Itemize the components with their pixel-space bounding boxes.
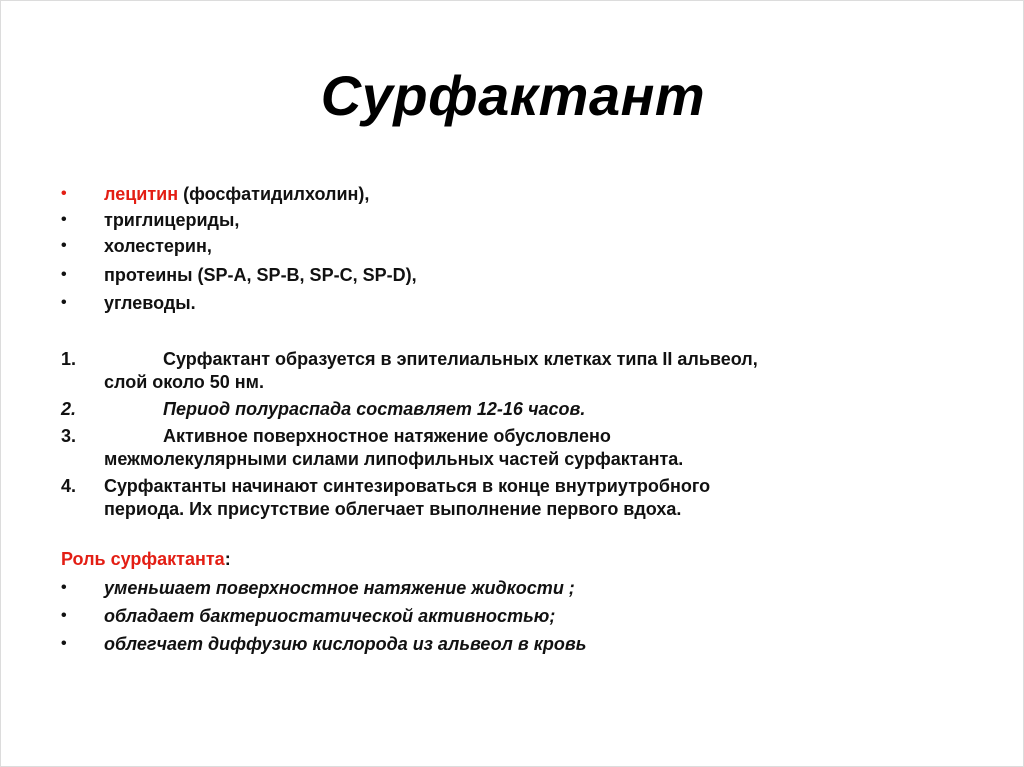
fact-line: Сурфактанты начинают синтезироваться в конце внутриутробного [104,476,711,496]
list-item: протеины (SP-A, SP-B, SP-C, SP-D), [104,265,417,285]
bullet-marker: • [61,211,67,228]
bullet-marker: • [61,266,67,283]
fact-line: межмолекулярными силами липофильных частей сурфактанта. [104,449,684,469]
fact-line: слой около 50 нм. [104,372,264,392]
fact-number: 4. [61,476,77,496]
role-heading-colon: : [224,549,231,569]
fact-line: периода. Их присутствие облегчает выполнение первого вдоха. [104,499,682,519]
role-item: облегчает диффузию кислорода из альвеол в кровь [104,634,587,654]
component-text: (фосфатидилхолин), [178,184,370,204]
fact-line: Активное поверхностное натяжение обусловлено [163,426,611,446]
fact-line: Сурфактант образуется в эпителиальных клетках типа II альвеол, [163,349,758,369]
role-heading-text: Роль сурфактанта [61,549,225,569]
role-item: уменьшает поверхностное натяжение жидкости ; [104,578,575,598]
fact-number: 3. [61,426,77,446]
fact-number: 2. [61,399,77,419]
role-heading [61,547,231,571]
list-item: триглицериды, [104,210,240,230]
list-item: холестерин, [104,236,212,256]
fact-number: 1. [61,349,77,369]
component-highlight: лецитин [104,184,179,204]
bullet-marker: • [61,579,67,596]
bullet-marker: • [61,185,67,202]
list-item: углеводы. [104,293,196,313]
list-item [104,182,369,206]
bullet-marker: • [61,607,67,624]
role-item: обладает бактериостатической активностью; [104,606,556,626]
fact-line: Период полураспада составляет 12-16 часов. [163,399,586,419]
slide-title: Сурфактант [320,64,706,127]
bullet-marker: • [61,635,67,652]
bullet-marker: • [61,294,67,311]
bullet-marker: • [61,237,67,254]
